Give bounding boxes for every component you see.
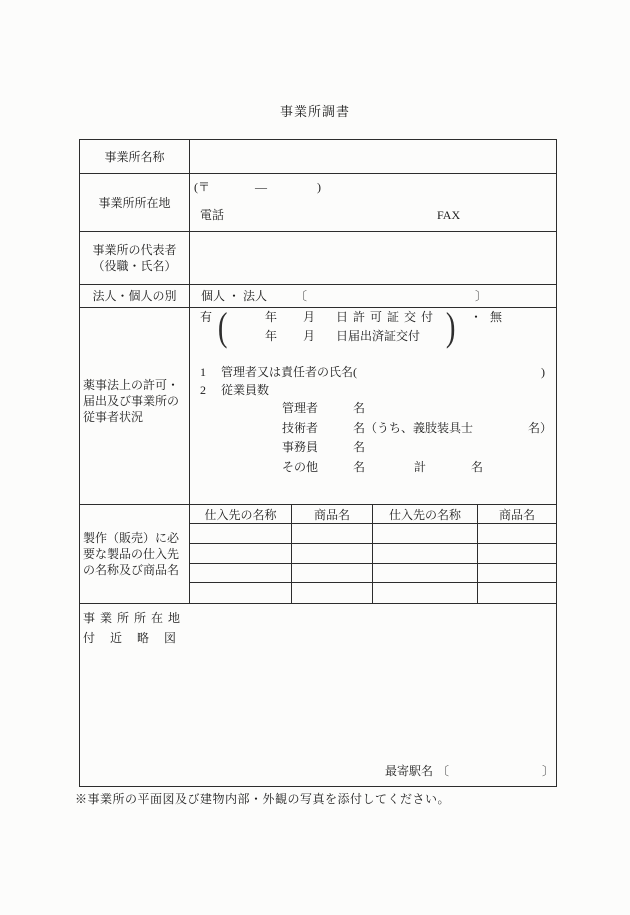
permit-year-label: 年 — [265, 310, 278, 324]
footnote: ※事業所の平面図及び建物内部・外観の写真を添付してください。 — [75, 792, 451, 806]
permit-none-label: 無 — [490, 310, 503, 324]
suppliers-header-supplier2: 仕入先の名称 — [373, 505, 478, 524]
staff-manager-unit: 名 — [353, 401, 366, 415]
permit-paren-close: ) — [445, 304, 456, 349]
postal-open: (〒 — [194, 180, 210, 194]
item1-text: 管理者又は責任者の氏名( — [221, 365, 357, 379]
address-label: 事業所所在地 — [80, 174, 190, 231]
permit-paren-open: ( — [217, 304, 228, 349]
map-label-line2: 付近略図 — [83, 631, 192, 645]
phone-label: 電話 — [200, 208, 225, 222]
postal-dash: — — [255, 180, 267, 194]
suppliers-label-line1: 製作（販売）に必 — [83, 531, 180, 545]
entity-bracket-open: 〔 — [295, 289, 308, 303]
staff-other-unit: 名 — [353, 460, 366, 474]
pharma-label — [80, 308, 190, 504]
suppliers-header-product1: 商品名 — [292, 505, 373, 524]
product-cell-empty — [292, 583, 373, 603]
item2-number: 2 — [200, 383, 206, 397]
staff-total-label: 計 — [414, 460, 427, 474]
staff-other-label: その他 — [282, 460, 319, 474]
form-table — [79, 139, 557, 787]
staff-manager-label: 管理者 — [282, 401, 319, 415]
supplier-cell-empty — [190, 524, 292, 544]
entity-type-label: 法人・個人の別 — [80, 285, 190, 307]
business-name-label: 事業所名称 — [80, 140, 190, 173]
staff-clerk-unit: 名 — [353, 440, 366, 454]
page-title: 事業所調書 — [279, 104, 350, 119]
suppliers-subtable — [190, 505, 556, 603]
permit-issue-text: 日許可証交付 — [336, 310, 439, 324]
postal-close: ) — [317, 180, 321, 194]
nearest-station-label: 最寄駅名 — [385, 764, 434, 778]
product-cell-empty — [478, 544, 556, 564]
pharma-label-line1: 薬事法上の許可・ — [83, 378, 180, 392]
staff-clerk-label: 事務員 — [282, 440, 319, 454]
notification-year-label: 年 — [265, 329, 278, 343]
row-suppliers — [80, 504, 556, 603]
pharma-label-line2: 届出及び事業所の — [83, 394, 180, 408]
product-cell-empty — [292, 564, 373, 584]
supplier-cell-empty — [373, 524, 478, 544]
address-value-cell — [190, 174, 556, 231]
business-name-value-cell — [190, 140, 556, 173]
product-cell-empty — [478, 583, 556, 603]
product-cell-empty — [478, 524, 556, 544]
staff-total-unit: 名 — [471, 460, 484, 474]
entity-bracket-close: 〕 — [475, 289, 488, 303]
row-business-name — [80, 140, 556, 173]
map-label-line1: 事業所所在地 — [83, 611, 186, 625]
fax-label: FAX — [437, 208, 461, 222]
supplier-cell-empty — [190, 564, 292, 584]
notification-month-label: 月 — [303, 329, 316, 343]
suppliers-label-line3: の名称及び商品名 — [83, 563, 180, 577]
staff-engineer-label: 技術者 — [282, 421, 319, 435]
suppliers-header-supplier1: 仕入先の名称 — [190, 505, 292, 524]
suppliers-value-cell — [190, 505, 556, 603]
product-cell-empty — [292, 524, 373, 544]
row-pharma-status — [80, 304, 556, 504]
suppliers-header-product2: 商品名 — [478, 505, 556, 524]
representative-label — [80, 232, 190, 284]
supplier-cell-empty — [190, 544, 292, 564]
supplier-cell-empty — [373, 583, 478, 603]
product-cell-empty — [478, 564, 556, 584]
supplier-cell-empty — [190, 583, 292, 603]
entity-type-value-cell — [190, 285, 556, 307]
permit-separator-dot: ・ — [470, 310, 483, 324]
permit-month-label: 月 — [303, 310, 316, 324]
representative-value-cell — [190, 232, 556, 284]
row-entity-type — [80, 284, 556, 307]
product-cell-empty — [292, 544, 373, 564]
representative-label-line2: （役職・氏名） — [92, 259, 177, 273]
item1-close-paren: ) — [541, 365, 545, 379]
station-bracket-close: 〕 — [542, 764, 555, 778]
row-vicinity-map — [80, 603, 556, 786]
staff-engineer-unit2: 名） — [528, 421, 553, 435]
item2-text: 従業員数 — [221, 383, 270, 397]
pharma-label-line3: 従事者状況 — [83, 410, 144, 424]
suppliers-label-line2: 要な製品の仕入先 — [83, 547, 180, 561]
pharma-value-cell — [190, 304, 556, 504]
vicinity-map-cell — [80, 604, 556, 786]
entity-options: 個人 ・ 法人 — [201, 289, 268, 303]
supplier-cell-empty — [373, 544, 478, 564]
station-bracket-open: 〔 — [437, 764, 450, 778]
supplier-cell-empty — [373, 564, 478, 584]
suppliers-label — [80, 505, 190, 603]
staff-engineer-unit: 名（うち、義肢装具士 — [353, 421, 474, 435]
row-representative — [80, 231, 556, 284]
notification-issue-text: 日届出済証交付 — [336, 329, 421, 343]
representative-label-line1: 事業所の代表者 — [92, 243, 177, 257]
row-address — [80, 173, 556, 231]
item1-number: 1 — [200, 365, 206, 379]
permit-has-label: 有 — [200, 310, 213, 324]
